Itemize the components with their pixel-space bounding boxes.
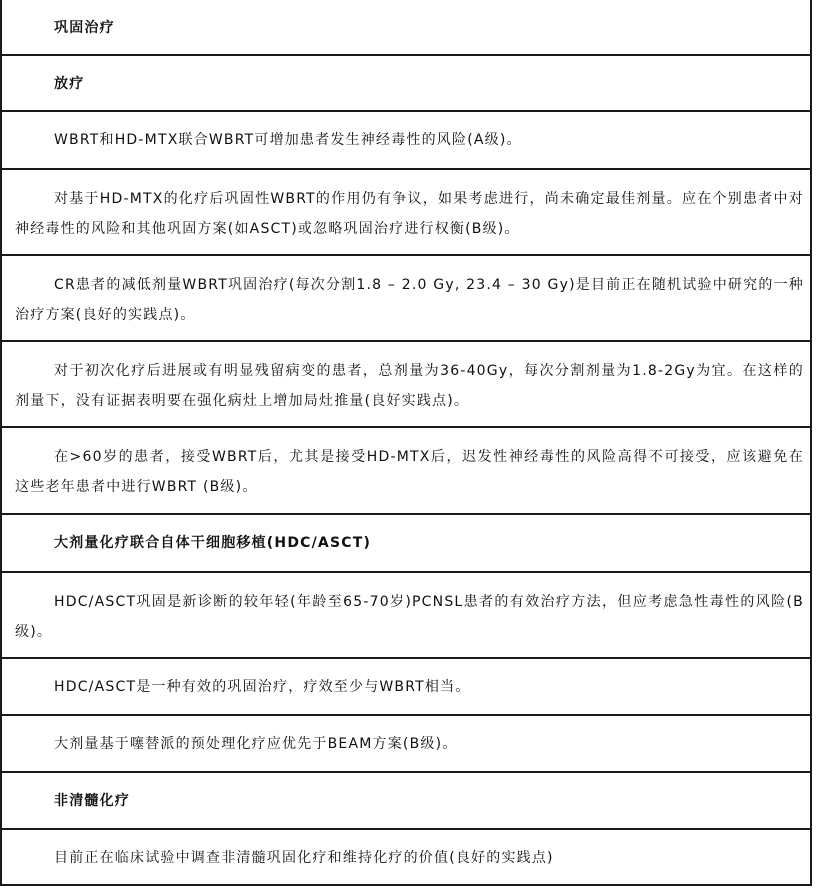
table-row [0, 515, 812, 573]
recommendation-text: HDC/ASCT巩固是新诊断的较年轻(年龄至65-70岁)PCNSL患者的有效治疗方法，但应考虑急性毒性的风险(B级)。 [15, 594, 804, 640]
subsection-heading: 非清髓化疗 [54, 793, 130, 809]
recommendation-text: WBRT和HD-MTX联合WBRT可增加患者发生神经毒性的风险(A级)。 [54, 132, 522, 148]
recommendation-text: 在>60岁的患者，接受WBRT后，尤其是接受HD-MTX后，迟发性神经毒性的风险高得不可接受，应该避免在这些老年患者中进行WBRT (B级)。 [15, 449, 804, 495]
table-row [0, 112, 812, 170]
table-row [0, 256, 812, 342]
recommendation-text: 目前正在临床试验中调查非清髓巩固化疗和维持化疗的价值(良好的实践点) [54, 850, 554, 866]
table-row [0, 0, 812, 56]
table-row [0, 716, 812, 773]
table-row [0, 773, 812, 830]
recommendation-text: 对基于HD-MTX的化疗后巩固性WBRT的作用仍有争议，如果考虑进行，尚未确定最佳剂量。应在个别患者中对神经毒性的风险和其他巩固方案(如ASCT)或忽略巩固治疗进行权衡(B级)。 [15, 191, 804, 237]
recommendation-text: 对于初次化疗后进展或有明显残留病变的患者，总剂量为36-40Gy，每次分割剂量为1.8-2Gy为宜。在这样的剂量下，没有证据表明要在强化病灶上增加局灶推量(良好实践点)。 [15, 363, 804, 409]
table-row [0, 342, 812, 428]
table-row [0, 170, 812, 256]
subsection-heading: 大剂量化疗联合自体干细胞移植(HDC/ASCT) [54, 535, 372, 551]
table-row [0, 428, 812, 515]
section-heading: 巩固治疗 [54, 20, 115, 36]
recommendation-text: CR患者的减低剂量WBRT巩固治疗(每次分割1.8 – 2.0 Gy, 23.4 – 30 Gy)是目前正在随机试验中研究的一种治疗方案(良好的实践点)。 [15, 277, 804, 323]
table-row [0, 56, 812, 112]
subsection-heading: 放疗 [54, 76, 85, 92]
recommendation-text: 大剂量基于噻替派的预处理化疗应优先于BEAM方案(B级)。 [54, 736, 458, 752]
table-row [0, 659, 812, 716]
recommendation-text: HDC/ASCT是一种有效的巩固治疗，疗效至少与WBRT相当。 [54, 679, 471, 695]
table-row [0, 830, 812, 886]
table-row [0, 573, 812, 659]
